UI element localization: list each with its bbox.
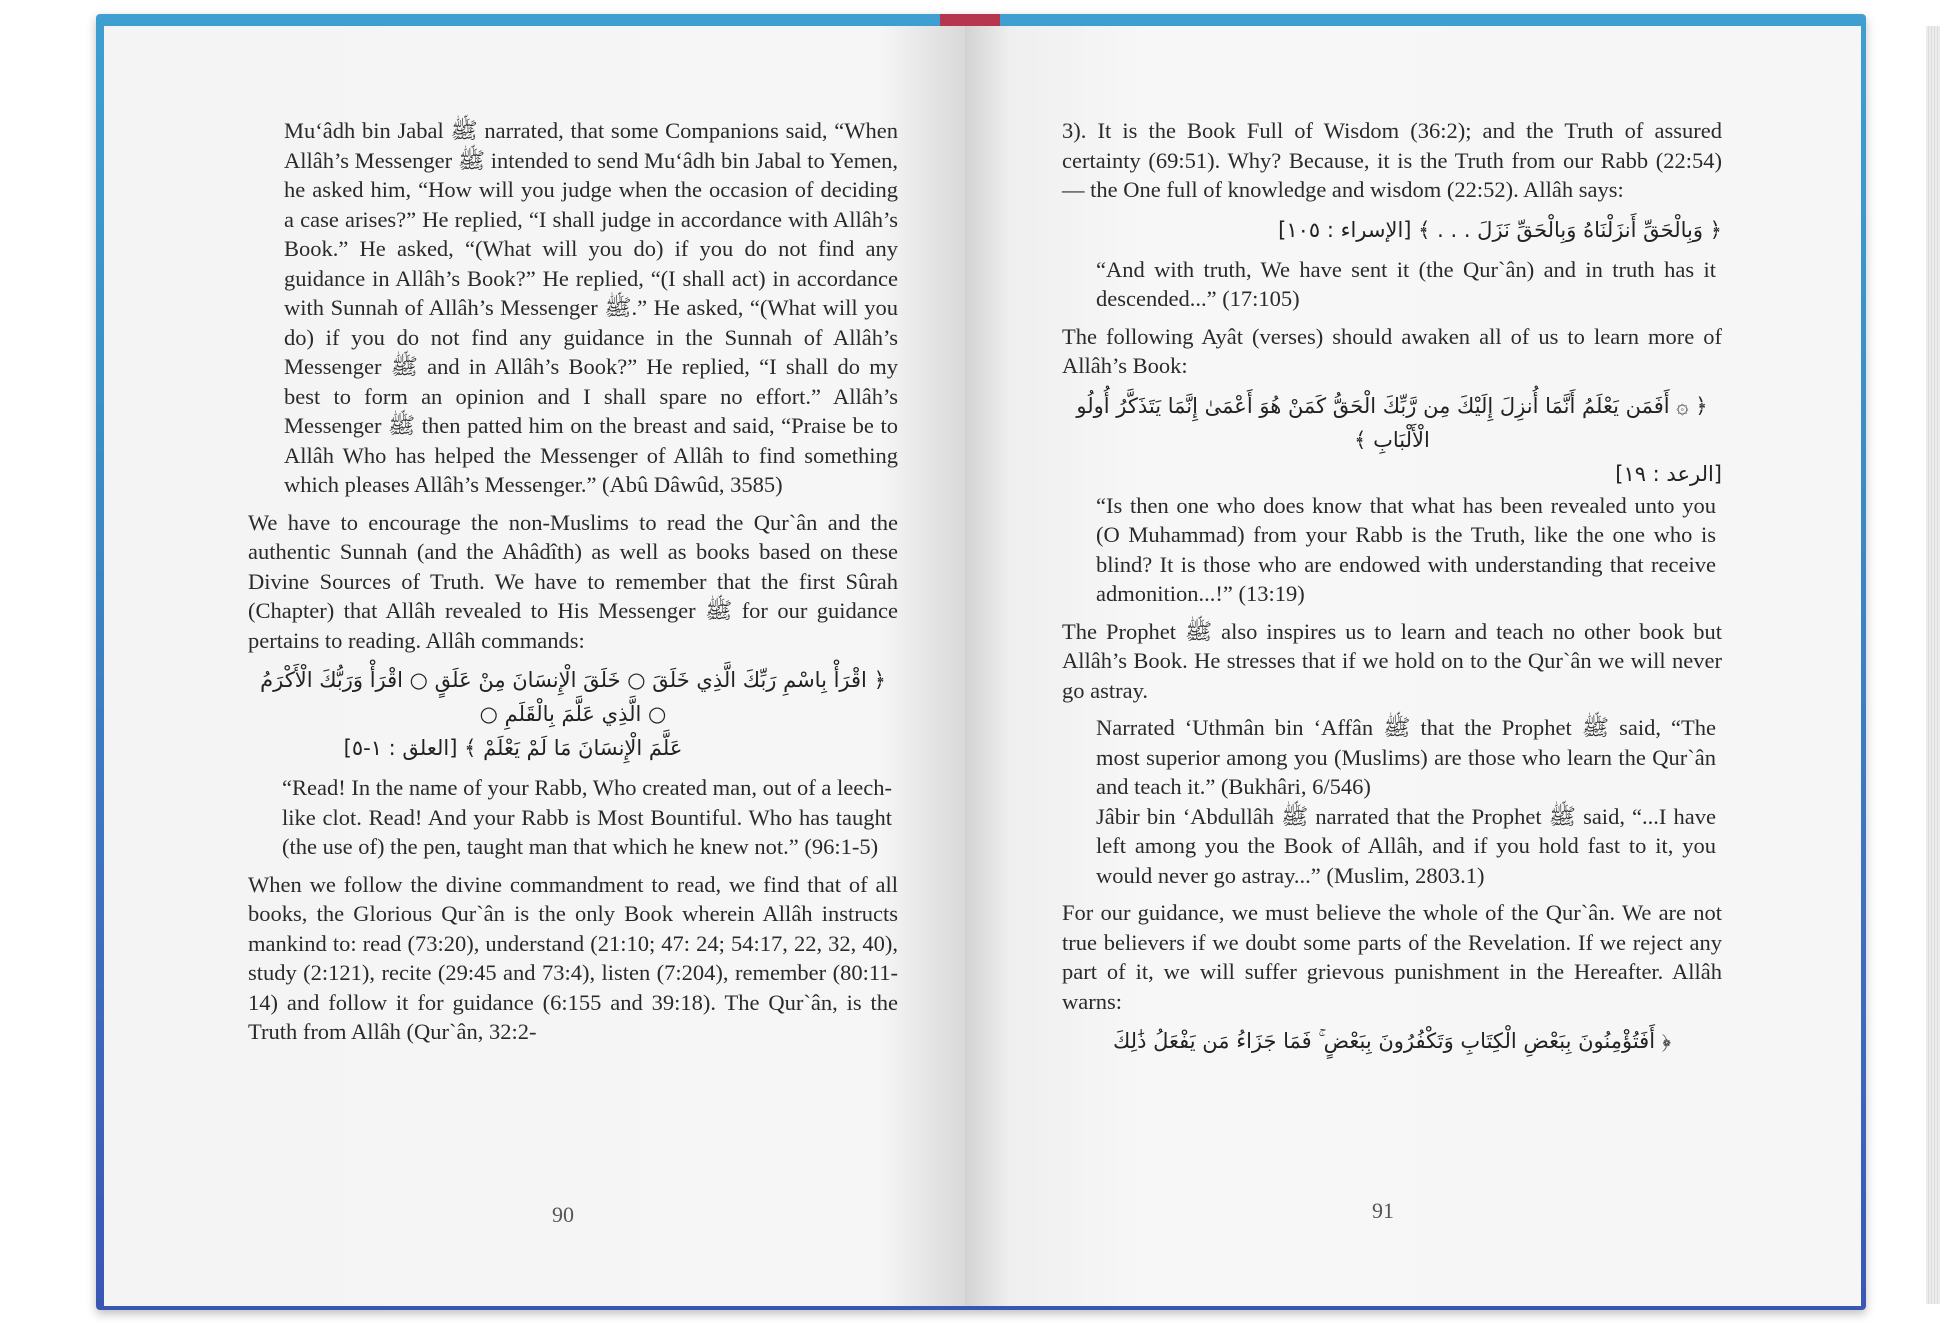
arabic-verse-alaq-2: عَلَّمَ الْإِنسَانَ مَا لَمْ يَعْلَمْ ﴾ [العلق : ١-٥] — [343, 736, 683, 760]
hadith-uthman: Narrated ‘Uthmân bin ‘Affân ﷺ that the Prophet ﷺ said, “The most superior among you (Muslims) are those who learn the Qur`ân and teach it.” (Bukhâri, 6/546) — [1096, 715, 1716, 799]
page-edges — [1926, 26, 1940, 1304]
prophet-paragraph: The Prophet ﷺ also inspires us to learn and teach no other book but Allâh’s Book. He stresses that if we hold on to the Qur`ân we will never go astray. — [1062, 618, 1722, 703]
left-page-number: 90 — [552, 1202, 574, 1227]
arabic-verse-baqarah: ﴿ أَفَتُؤْمِنُونَ بِبَعْضِ الْكِتَابِ وَتَكْفُرُونَ بِبَعْضٍ ۚ فَمَا جَزَاءُ مَن يَفْعَلُ ذَٰلِكَ — [1112, 1029, 1672, 1053]
translation-truth: “And with truth, We have sent it (the Qur`ân) and in truth has it descended...” (17:105) — [1096, 256, 1716, 311]
arabic-verse-alaq-1: ﴿ اقْرَأْ بِاسْمِ رَبِّكَ الَّذِي خَلَقَ ○ خَلَقَ الْإِنسَانَ مِنْ عَلَقٍ ○ اقْرَأْ وَرَبُّكَ الْأَكْرَمُ ○ الَّذِي عَلَّمَ بِالْقَلَمِ ○ — [260, 668, 886, 726]
translation-blind: “Is then one who does know that what has been revealed unto you (O Muhammad) from your Rabb is the Truth, like the one who is blind? It is those who are endowed with understanding that receive admonition...!” (13:19) — [1096, 492, 1716, 606]
hadith-muadh: Mu‘âdh bin Jabal ﷺ narrated, that some Companions said, “When Allâh’s Messenger ﷺ intended to send Mu‘âdh bin Jabal to Yemen, he asked him, “How will you judge when the occasion of deciding a case arises?” He replied, “I shall judge in accordance with Allâh’s Book.” He asked, “(What will you do) if you do not find any guidance in Allâh’s Book?” He replied, “(I shall act) in accordance with Sunnah of Allâh’s Messenger ﷺ.” He asked, “(What will you do) if you do not find any guidance in the Sunnah of Allâh’s Messenger ﷺ and in Allâh’s Book?” He replied, “I shall do my best to form an opinion and I shall spare no effort.” Allâh’s Messenger ﷺ then patted him on the breast and said, “Praise be to Allâh Who has helped the Messenger of Allâh to find something which pleases Allâh’s Messenger.” (Abû Dâwûd, 3585) — [284, 118, 899, 497]
arabic-verse-rad: ﴿ ۞ أَفَمَن يَعْلَمُ أَنَّمَا أُنزِلَ إِلَيْكَ مِن رَّبِّكَ الْحَقُّ كَمَنْ هُوَ أَعْمَىٰ إِنَّمَا يَتَذَكَّرُ أُولُو الْأَلْبَابِ ﴾ — [1076, 393, 1708, 452]
opening-paragraph: 3). It is the Book Full of Wisdom (36:2); and the Truth of assured certainty (69:51). Why? Because, it is the Truth from our Rabb (22:54) — the One full of knowledge and wisdom (22:52). Allâh says: — [1062, 118, 1722, 202]
encourage-paragraph: We have to encourage the non-Muslims to read the Qur`ân and the authentic Sunnah (and the Ahâdîth) as well as books based on these Divine Sources of Truth. We have to remember that the first Sûrah (Chapter) that Allâh revealed to His Messenger ﷺ for our guidance pertains to reading. Allâh commands: — [248, 509, 898, 653]
guidance-paragraph: For our guidance, we must believe the whole of the Qur`ân. We are not true believers if we doubt some parts of the Revelation. If we reject any part of it, we will suffer grievous punishment in the Hereafter. Allâh warns: — [1062, 900, 1722, 1014]
right-page-text — [1062, 116, 1722, 1058]
arabic-verse-isra: ﴿ وَبِالْحَقِّ أَنزَلْنَاهُ وَبِالْحَقِّ نَزَلَ . . . ﴾ [الإسراء : ١٠٥] — [1278, 217, 1722, 242]
right-page-number: 91 — [1372, 1198, 1394, 1223]
hadith-jabir: Jâbir bin ‘Abdullâh ﷺ narrated that the Prophet ﷺ said, “...I have left among you the Book of Allâh, and if you hold fast to it, you would never go astray...” (Muslim, 2803.1) — [1096, 803, 1716, 888]
ayat-paragraph: The following Ayât (verses) should awaken all of us to learn more of Allâh’s Book: — [1062, 323, 1722, 378]
translation-read: “Read! In the name of your Rabb, Who created man, out of a leech-like clot. Read! And your Rabb is Most Bountiful. Who has taught (the use of) the pen, taught man that which he knew not.” (96:1-5) — [282, 775, 892, 859]
follow-paragraph: When we follow the divine commandment to read, we find that of all books, the Glorious Qur`ân is the only Book wherein Allâh instructs mankind to: read (73:20), understand (21:10; 47: 24; 54:17, 22, 32, 40), study (2:121), recite (29:45 and 73:4), listen (7:204), remember (80:11-14) and follow it for guidance (6:155 and 39:18). The Qur`ân, is the Truth from Allâh (Qur`ân, 32:2- — [248, 871, 898, 1044]
left-page-text — [248, 116, 898, 1047]
arabic-verse-rad-ref: [الرعد : ١٩] — [1615, 461, 1722, 486]
